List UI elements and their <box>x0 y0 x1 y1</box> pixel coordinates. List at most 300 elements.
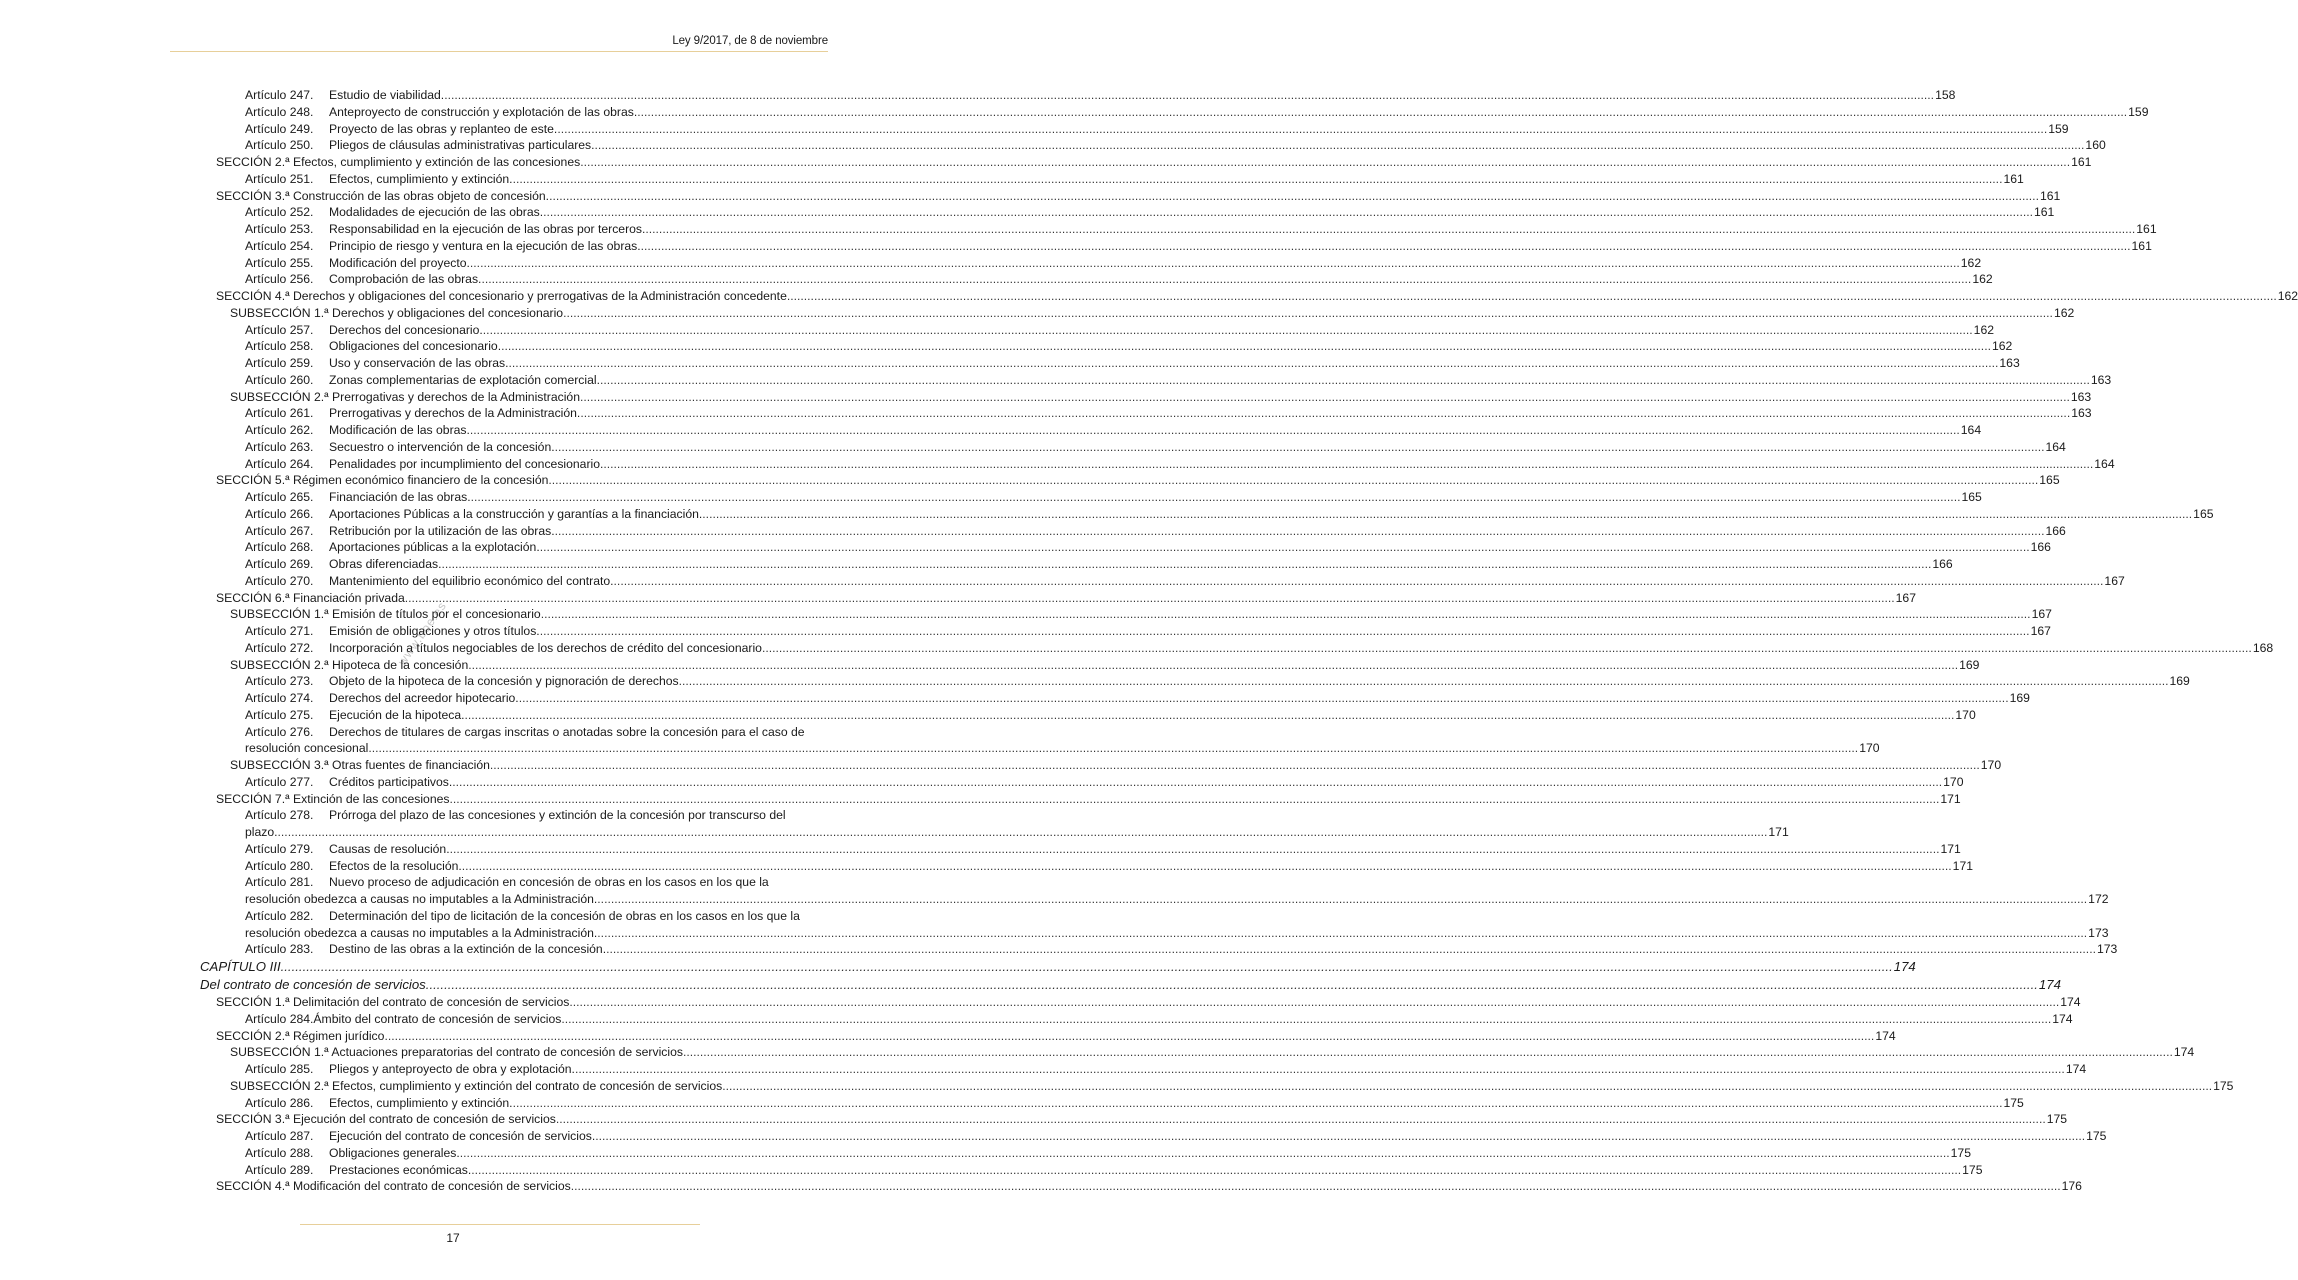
toc-page-number: 163 <box>2071 406 2092 421</box>
toc-leader-dots <box>595 137 2085 154</box>
toc-entry[interactable] <box>200 874 827 891</box>
toc-leader-dots <box>490 757 1980 774</box>
toc-leader-dots <box>641 238 2131 255</box>
toc-leader-dots <box>702 506 2192 523</box>
toc-article-number: Artículo 263. <box>245 439 314 454</box>
toc-page-number: 175 <box>2086 1129 2107 1143</box>
toc-page-number: 175 <box>2046 1112 2068 1127</box>
toc-leader-dots <box>540 539 2030 556</box>
toc-entry-title: SUBSECCIÓN 1.ª Actuaciones preparatorias del contrato de concesión de servicios <box>230 1045 683 1060</box>
toc-page-number: 167 <box>2031 607 2052 622</box>
toc-entry-title: Determinación del tipo de licitación de la concesión de obras en los casos en los que la <box>329 908 800 923</box>
toc-leader-dots <box>580 389 2070 406</box>
toc-page-number: 166 <box>1932 557 1953 571</box>
toc-entry-title: SECCIÓN 3.ª Construcción de las obras objeto de concesión. <box>216 188 550 203</box>
toc-page-number: 161 <box>2033 205 2055 220</box>
toc-page-number: 170 <box>1955 707 1976 722</box>
toc-leader-dots <box>549 188 2039 205</box>
toc-article-number: Artículo 268. <box>245 540 314 555</box>
toc-entry[interactable] <box>200 1095 2024 1112</box>
toc-page-number: 161 <box>2136 222 2157 236</box>
toc-page-number: 165 <box>2039 473 2060 488</box>
toc-page-number: 165 <box>1961 490 1982 504</box>
toc-leader-dots <box>460 1145 1950 1162</box>
toc-leader-dots <box>637 104 2127 121</box>
toc-entry[interactable] <box>200 238 2152 255</box>
toc-entry-title: Responsabilidad en la ejecución de las obras por terceros. <box>329 222 646 236</box>
header-rule <box>170 51 828 52</box>
toc-leader-dots <box>556 1111 2046 1128</box>
toc-entry[interactable] <box>200 221 2157 238</box>
toc-page-number: 159 <box>2048 121 2069 136</box>
toc-article-number: Artículo 283. <box>245 942 314 957</box>
toc-page-number: 169 <box>2009 691 2030 705</box>
toc-entry-title: Ejecución del contrato de concesión de servicios. <box>329 1129 596 1143</box>
toc-article-number: Artículo 260. <box>245 372 314 387</box>
toc-page-number: 175 <box>2003 1095 2024 1110</box>
toc-entry[interactable] <box>200 355 2020 372</box>
toc-section-entry[interactable] <box>200 994 2081 1011</box>
toc-entry[interactable] <box>200 204 2055 221</box>
toc-page-number: 173 <box>2096 942 2118 957</box>
toc-entry[interactable] <box>200 690 2030 707</box>
toc-leader-dots <box>595 1128 2085 1145</box>
toc-leader-dots <box>281 958 1893 976</box>
toc-page-number: 166 <box>2030 540 2051 555</box>
toc-entry-continuation[interactable] <box>200 891 2109 908</box>
toc-page-number: 171 <box>1768 825 1789 839</box>
toc-leader-dots <box>541 606 2031 623</box>
toc-page-number: 171 <box>1940 791 1961 806</box>
toc-article-number: Artículo 251. <box>245 171 314 186</box>
toc-entry-title: Aportaciones Públicas a la construcción y garantías a la financiación. <box>329 506 703 521</box>
toc-leader-dots <box>450 841 1940 858</box>
toc-entry-title: Financiación de las obras. <box>329 490 471 504</box>
toc-leader-dots <box>449 791 1939 808</box>
toc-entry-title: SECCIÓN 6.ª Financiación privada <box>216 590 405 605</box>
toc-entry-title: Del contrato de concesión de servicios <box>200 977 426 992</box>
toc-entry[interactable] <box>200 456 2115 473</box>
toc-article-number: Artículo 276. <box>245 724 314 739</box>
toc-article-number: Artículo 279. <box>245 841 314 856</box>
toc-entry-title: Prestaciones económicas. <box>329 1162 472 1177</box>
toc-entry[interactable] <box>200 104 2149 121</box>
toc-leader-dots <box>563 305 2053 322</box>
toc-page-number: 161 <box>2039 188 2061 203</box>
toc-entry-title: Efectos, cumplimiento y extinción. <box>329 171 513 186</box>
toc-entry-continuation[interactable] <box>200 740 1880 757</box>
toc-entry-title: SECCIÓN 1.ª Delimitación del contrato de concesión de servicios <box>216 995 570 1009</box>
toc-leader-dots <box>543 204 2033 221</box>
toc-entry[interactable] <box>200 539 2051 556</box>
toc-entry-title: Proyecto de las obras y replanteo de este. <box>329 121 558 136</box>
toc-page-number: 175 <box>2213 1078 2234 1093</box>
toc-entry[interactable] <box>200 1011 2073 1028</box>
toc-page-number: 174 <box>2065 1062 2087 1076</box>
toc-leader-dots <box>575 1061 2065 1078</box>
toc-entry-title: Modificación de las obras. <box>329 423 470 437</box>
toc-article-number: Artículo 259. <box>245 356 314 370</box>
toc-page-number: 164 <box>1960 423 1982 437</box>
toc-entry[interactable] <box>200 171 2024 188</box>
toc-page-number: 172 <box>2088 892 2109 906</box>
toc-article-number: Artículo 257. <box>245 322 314 337</box>
toc-entry-title: SECCIÓN 2.ª Efectos, cumplimiento y extinción de las concesiones <box>216 155 581 169</box>
toc-page-number: 168 <box>2252 640 2274 655</box>
toc-page-number: 158 <box>1935 88 1956 102</box>
toc-entry-title: Derechos del acreedor hipotecario. <box>329 691 519 705</box>
toc-entry-title: Pliegos de cláusulas administrativas particulares. <box>329 138 595 153</box>
toc-entry[interactable] <box>200 255 1982 272</box>
toc-entry[interactable] <box>200 941 2118 958</box>
toc-leader-dots <box>614 573 2104 590</box>
toc-entry-title: Principio de riesgo y ventura en la ejecución de las obras. <box>329 238 641 253</box>
toc-page-number: 162 <box>1973 322 1995 337</box>
toc-page-number: 169 <box>2169 674 2190 689</box>
toc-entry[interactable] <box>200 322 1995 339</box>
toc-entry[interactable] <box>200 1061 2087 1078</box>
toc-article-number: Artículo 256. <box>245 272 314 287</box>
toc-entry[interactable] <box>200 87 1956 104</box>
toc-leader-dots <box>571 1178 2061 1195</box>
toc-leader-dots <box>555 439 2045 456</box>
toc-entry[interactable] <box>200 439 2066 456</box>
toc-article-number: Artículo 248. <box>245 104 314 119</box>
toc-leader-dots <box>426 976 2038 994</box>
toc-leader-dots <box>569 994 2059 1011</box>
toc-entry-title: SUBSECCIÓN 2.ª Hipoteca de la concesión <box>230 657 469 672</box>
toc-page-number: 166 <box>2045 523 2066 538</box>
toc-leader-dots <box>452 774 1942 791</box>
toc-chapter-entry[interactable] <box>200 958 1916 976</box>
toc-entry[interactable] <box>200 673 2190 690</box>
toc-leader-dots <box>470 255 1960 272</box>
toc-leader-dots <box>557 121 2047 138</box>
toc-page-number: 171 <box>1952 858 1974 873</box>
toc-leader-dots <box>600 372 2090 389</box>
toc-page-number: 161 <box>2003 171 2024 186</box>
toc-entry-title: Derechos de titulares de cargas inscritas o anotadas sobre la concesión para el caso de <box>329 724 805 739</box>
toc-page-number: 163 <box>1999 356 2020 370</box>
toc-entry[interactable] <box>200 724 827 741</box>
toc-article-number: Artículo 262. <box>245 423 314 437</box>
toc-entry-title: SECCIÓN 5.ª Régimen económico financiero de la concesión <box>216 473 549 488</box>
toc-leader-dots <box>606 941 2096 958</box>
toc-leader-dots <box>787 288 2277 305</box>
toc-section-entry[interactable] <box>200 657 1980 674</box>
toc-page-number: 171 <box>1940 841 1961 856</box>
toc-article-number: Artículo 274. <box>245 691 314 705</box>
toc-section-entry[interactable] <box>200 1044 2195 1061</box>
toc-entry[interactable] <box>200 137 2106 154</box>
toc-leader-dots <box>278 824 1768 841</box>
toc-leader-dots <box>645 221 2135 238</box>
toc-leader-dots <box>470 422 1960 439</box>
toc-leader-dots <box>444 87 1934 104</box>
toc-page-number: 163 <box>2070 389 2092 404</box>
toc-entry-title: Aportaciones públicas a la explotación. <box>329 540 540 555</box>
toc-entry-title: SUBSECCIÓN 2.ª Prerrogativas y derechos de la Administración <box>230 389 580 404</box>
toc-entry[interactable] <box>200 338 2013 355</box>
toc-entry[interactable] <box>200 372 2112 389</box>
toc-leader-dots <box>513 171 2003 188</box>
toc-leader-dots <box>471 489 1961 506</box>
toc-entry[interactable] <box>200 1162 1983 1179</box>
running-header: Ley 9/2017, de 8 de noviembre <box>672 35 828 47</box>
toc-entry-title: Mantenimiento del equilibrio económico del contrato. <box>329 573 614 588</box>
toc-page-number: 162 <box>1991 339 2013 354</box>
toc-page-number: 167 <box>2104 573 2125 588</box>
toc-page-number: 174 <box>2060 995 2081 1009</box>
toc-entry-title: SUBSECCIÓN 1.ª Emisión de títulos por el concesionario <box>230 607 541 622</box>
toc-section-entry[interactable] <box>200 188 2061 205</box>
toc-page-number: 161 <box>2071 155 2092 169</box>
toc-leader-dots <box>462 858 1952 875</box>
toc-entry-title: Prerrogativas y derechos de la Administración. <box>329 406 581 421</box>
toc-entry[interactable] <box>200 623 2051 640</box>
toc-article-number: Artículo 275. <box>245 707 314 722</box>
toc-page-number: 159 <box>2128 104 2149 119</box>
toc-article-number: Artículo 261. <box>245 406 314 421</box>
toc-entry-title: Incorporación a títulos negociables de los derechos de crédito del concesionario <box>329 640 762 655</box>
toc-entry-title: Estudio de viabilidad. <box>329 88 445 102</box>
toc-section-entry[interactable] <box>200 757 2002 774</box>
toc-entry-title: Créditos participativos. <box>329 774 453 789</box>
toc-entry-title: Uso y conservación de las obras. <box>329 356 509 370</box>
toc-entry[interactable] <box>200 489 1982 506</box>
toc-entry-title: Destino de las obras a la extinción de la concesión. <box>329 942 607 957</box>
table-of-contents <box>200 87 2298 1195</box>
toc-entry-title: Obras diferenciadas. <box>329 557 442 571</box>
toc-entry-title: SECCIÓN 4.ª Modificación del contrato de concesión de servicios <box>216 1179 571 1194</box>
toc-leader-dots <box>501 338 1991 355</box>
toc-page-number: 174 <box>2052 1011 2073 1026</box>
toc-page-number: 175 <box>1950 1145 1971 1160</box>
toc-entry-title: Zonas complementarias de explotación comercial. <box>329 372 600 387</box>
toc-page-number: 174 <box>1875 1028 1896 1043</box>
toc-entry-title: CAPÍTULO III <box>200 959 281 974</box>
toc-entry-continuation[interactable] <box>200 925 2109 942</box>
toc-article-number: Artículo 258. <box>245 339 314 354</box>
toc-section-entry[interactable] <box>200 154 2092 171</box>
toc-article-number: Artículo 281. <box>245 875 314 890</box>
toc-entry-title: Efectos, cumplimiento y extinción. <box>329 1095 513 1110</box>
toc-entry-title: Causas de resolución. <box>329 841 450 856</box>
toc-article-number: Artículo 272. <box>245 640 314 655</box>
toc-entry-title: Modificación del proyecto. <box>329 255 470 270</box>
toc-entry-title-cont: resolución obedezca a causas no imputables a la Administración. <box>245 925 598 940</box>
toc-section-entry[interactable] <box>200 1111 2068 1128</box>
toc-leader-dots <box>548 472 2038 489</box>
toc-entry-title: SECCIÓN 4.ª Derechos y obligaciones del concesionario y prerrogativas de la Administración concedente <box>216 289 787 303</box>
toc-page-number: 164 <box>2094 456 2115 471</box>
toc-page-number: 173 <box>2088 925 2109 940</box>
toc-entry-title: Pliegos y anteproyecto de obra y explotación. <box>329 1062 575 1076</box>
toc-section-entry[interactable] <box>200 472 2060 489</box>
toc-entry[interactable] <box>200 422 1982 439</box>
toc-leader-dots <box>468 657 1958 674</box>
toc-page-number: 174 <box>1893 959 1916 974</box>
toc-leader-dots <box>580 154 2070 171</box>
toc-article-number: Artículo 286. <box>245 1095 314 1110</box>
toc-entry-title: Anteproyecto de construcción y explotación de las obras. <box>329 104 638 119</box>
toc-entry[interactable] <box>200 908 827 925</box>
toc-entry-title: Obligaciones del concesionario. <box>329 339 502 354</box>
toc-page-number: 161 <box>2131 238 2152 253</box>
toc-leader-dots <box>465 707 1955 724</box>
toc-leader-dots <box>471 1162 1961 1179</box>
toc-article-number: Artículo 267. <box>245 523 314 538</box>
toc-article-number: Artículo 247. <box>245 88 314 102</box>
toc-section-entry[interactable] <box>200 305 2075 322</box>
toc-leader-dots <box>683 1044 2173 1061</box>
toc-entry[interactable] <box>200 1128 2107 1145</box>
toc-entry-title: Secuestro o intervención de la concesión. <box>329 439 555 454</box>
toc-article-number: Artículo 280. <box>245 858 314 873</box>
toc-article-number: Artículo 249. <box>245 121 314 136</box>
toc-entry-title: SECCIÓN 7.ª Extinción de las concesiones <box>216 791 450 806</box>
toc-entry[interactable] <box>200 640 2274 657</box>
toc-page-number: 162 <box>2053 305 2075 320</box>
toc-section-entry[interactable] <box>200 606 2052 623</box>
toc-leader-dots <box>384 1028 1874 1045</box>
toc-page-number: 167 <box>1895 590 1916 605</box>
toc-entry[interactable] <box>200 1145 1971 1162</box>
toc-section-entry[interactable] <box>200 791 1961 808</box>
toc-page-number: 162 <box>2277 289 2298 303</box>
toc-entry-title: SUBSECCIÓN 1.ª Derechos y obligaciones del concesionario <box>230 305 564 320</box>
toc-leader-dots <box>561 1011 2051 1028</box>
toc-leader-dots <box>722 1078 2212 1095</box>
toc-article-number: Artículo 285. <box>245 1062 314 1076</box>
toc-article-number: Artículo 289. <box>245 1162 314 1177</box>
page-number: 17 <box>446 1231 460 1245</box>
toc-leader-dots <box>762 640 2252 657</box>
toc-article-number: Artículo 287. <box>245 1129 314 1143</box>
toc-entry[interactable] <box>200 573 2125 590</box>
toc-article-number: Artículo 269. <box>245 557 314 571</box>
toc-page-number: 176 <box>2061 1179 2082 1194</box>
toc-page-number: 170 <box>1980 758 2002 772</box>
toc-page-number: 174 <box>2038 977 2061 992</box>
toc-article-number: Artículo 254. <box>245 238 314 253</box>
toc-page-number: 163 <box>2090 372 2112 387</box>
toc-entry-title: Efectos de la resolución. <box>329 858 462 873</box>
toc-entry-title: Retribución por la utilización de las obras. <box>329 523 555 538</box>
toc-entry[interactable] <box>200 121 2069 138</box>
toc-entry-title: Ejecución de la hipoteca. <box>329 707 465 722</box>
toc-entry-title: SECCIÓN 2.ª Régimen jurídico <box>216 1028 385 1043</box>
toc-section-entry[interactable] <box>200 1028 1896 1045</box>
toc-leader-dots <box>597 925 2087 942</box>
toc-page-number: 175 <box>1962 1162 1983 1177</box>
toc-chapter-entry[interactable] <box>200 976 2061 994</box>
toc-entry[interactable] <box>200 841 1961 858</box>
toc-entry[interactable] <box>200 774 1964 791</box>
toc-entry-title-cont: plazo. <box>245 825 278 839</box>
toc-leader-dots <box>405 590 1895 607</box>
toc-page-number: 170 <box>1859 741 1880 756</box>
toc-entry-title: Objeto de la hipoteca de la concesión y pignoración de derechos <box>329 674 679 689</box>
toc-section-entry[interactable] <box>200 1178 2082 1195</box>
watermark: www.boe.es <box>395 598 450 669</box>
toc-section-entry[interactable] <box>200 590 1916 607</box>
toc-page-number: 170 <box>1943 774 1964 789</box>
toc-entry[interactable] <box>200 506 2214 523</box>
toc-leader-dots <box>519 690 2009 707</box>
toc-leader-dots <box>540 623 2030 640</box>
toc-entry-title: Nuevo proceso de adjudicación en concesión de obras en los casos en los que la <box>329 875 769 890</box>
toc-leader-dots <box>509 355 1999 372</box>
toc-leader-dots <box>481 271 1971 288</box>
toc-entry-title: Prórroga del plazo de las concesiones y extinción de la concesión por transcurso del <box>329 808 786 823</box>
toc-article-number: Artículo 288. <box>245 1145 314 1160</box>
toc-page-number: 164 <box>2045 439 2066 454</box>
toc-entry-title: Artículo 284.Ámbito del contrato de concesión de servicios <box>245 1011 562 1026</box>
toc-entry-title: Emisión de obligaciones y otros títulos. <box>329 624 540 638</box>
toc-entry-continuation[interactable] <box>200 824 1789 841</box>
toc-article-number: Artículo 265. <box>245 490 314 504</box>
toc-entry-title: Comprobación de las obras. <box>329 272 482 287</box>
toc-entry[interactable] <box>200 271 1993 288</box>
footer-rule <box>300 1224 700 1225</box>
toc-article-number: Artículo 273. <box>245 674 314 689</box>
toc-entry-title-cont: resolución obedezca a causas no imputables a la Administración. <box>245 892 598 906</box>
toc-article-number: Artículo 253. <box>245 222 314 236</box>
toc-entry[interactable] <box>200 556 1953 573</box>
toc-page-number: 167 <box>2030 624 2051 638</box>
toc-leader-dots <box>679 673 2169 690</box>
toc-page-number: 174 <box>2173 1045 2195 1060</box>
toc-leader-dots <box>368 740 1858 757</box>
toc-entry-title: Obligaciones generales. <box>329 1145 460 1160</box>
toc-article-number: Artículo 278. <box>245 808 314 823</box>
toc-entry[interactable] <box>200 807 827 824</box>
toc-article-number: Artículo 264. <box>245 456 314 471</box>
toc-entry-title-cont: resolución concesional <box>245 741 369 756</box>
toc-article-number: Artículo 255. <box>245 255 314 270</box>
toc-article-number: Artículo 266. <box>245 506 314 521</box>
toc-article-number: Artículo 282. <box>245 908 314 923</box>
toc-entry[interactable] <box>200 523 2066 540</box>
toc-entry-title: SUBSECCIÓN 3.ª Otras fuentes de financiación <box>230 758 490 772</box>
toc-article-number: Artículo 277. <box>245 774 314 789</box>
toc-article-number: Artículo 252. <box>245 205 314 220</box>
toc-article-number: Artículo 270. <box>245 573 314 588</box>
toc-page-number: 162 <box>1972 272 1993 287</box>
toc-page-number: 169 <box>1959 657 1980 672</box>
toc-leader-dots <box>441 556 1931 573</box>
toc-entry-title: SUBSECCIÓN 2.ª Efectos, cumplimiento y extinción del contrato de concesión de servicios <box>230 1078 723 1093</box>
toc-article-number: Artículo 250. <box>245 138 314 153</box>
toc-entry-title: Penalidades por incumplimiento del concesionario. <box>329 456 604 471</box>
toc-section-entry[interactable] <box>200 389 2092 406</box>
toc-entry[interactable] <box>200 858 1974 875</box>
toc-entry[interactable] <box>200 405 2092 422</box>
toc-section-entry[interactable] <box>200 1078 2234 1095</box>
toc-entry[interactable] <box>200 707 1976 724</box>
toc-leader-dots <box>580 405 2070 422</box>
toc-page-number: 165 <box>2193 506 2214 521</box>
toc-leader-dots <box>597 891 2087 908</box>
toc-entry-title: SECCIÓN 3.ª Ejecución del contrato de concesión de servicios <box>216 1112 556 1127</box>
toc-article-number: Artículo 271. <box>245 624 314 638</box>
toc-page-number: 162 <box>1960 255 1982 270</box>
toc-section-entry[interactable] <box>200 288 2298 305</box>
toc-leader-dots <box>555 523 2045 540</box>
toc-entry-title: Modalidades de ejecución de las obras. <box>329 205 544 220</box>
toc-leader-dots <box>603 456 2093 473</box>
